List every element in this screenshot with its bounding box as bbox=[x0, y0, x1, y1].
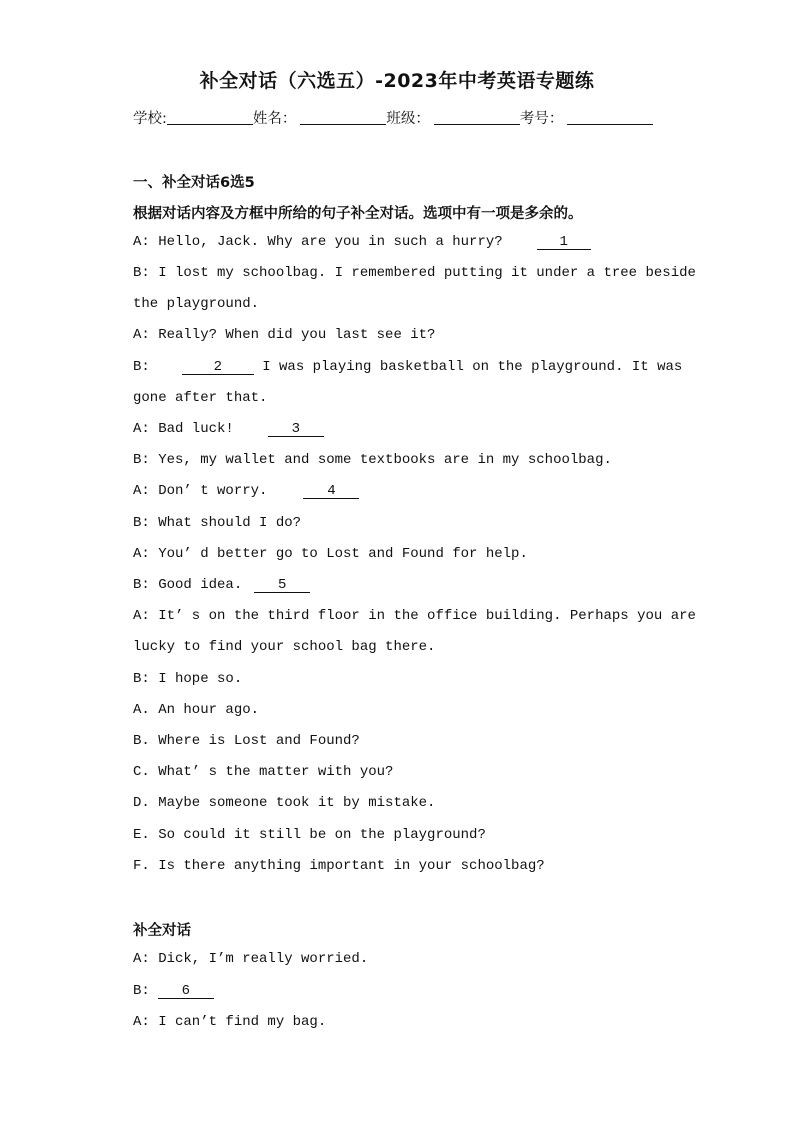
line-text: A: Bad luck! bbox=[133, 421, 234, 437]
dialogue-line bbox=[133, 951, 368, 967]
line-text: A: Hello, Jack. Why are you in such a hurry? bbox=[133, 234, 503, 250]
option-b: B. Where is Lost and Found? bbox=[133, 733, 360, 749]
dialogue-line bbox=[133, 983, 214, 999]
dialogue-line bbox=[133, 359, 682, 375]
option-d: D. Maybe someone took it by mistake. bbox=[133, 795, 436, 811]
section2-heading: 补全对话 bbox=[133, 923, 191, 939]
answer-blank-1[interactable]: 1 bbox=[537, 235, 591, 250]
answer-blank-4[interactable]: 4 bbox=[303, 484, 359, 499]
dialogue-line bbox=[133, 515, 301, 531]
line-text: B: What should I do? bbox=[133, 515, 302, 531]
name-label: 姓名： bbox=[252, 111, 297, 127]
line-text: B: I hope so. bbox=[133, 671, 243, 687]
dialogue-line bbox=[133, 265, 696, 281]
number-blank[interactable] bbox=[567, 109, 653, 125]
class-blank[interactable] bbox=[434, 109, 520, 125]
line-text: A: Really? When did you last see it? bbox=[133, 327, 436, 343]
dialogue-line bbox=[133, 452, 612, 468]
line-text: B: I lost my schoolbag. I remembered putting it under a tree beside bbox=[133, 265, 696, 281]
number-label: 考号： bbox=[519, 111, 564, 127]
dialogue-line bbox=[133, 234, 591, 250]
dialogue-line bbox=[133, 327, 435, 343]
option-a: A. An hour ago. bbox=[133, 702, 260, 718]
dialogue-line bbox=[133, 546, 528, 562]
line-text: I was playing basketball on the playground. It was bbox=[262, 359, 683, 375]
option-f: F. Is there anything important in your schoolbag? bbox=[133, 858, 545, 874]
line-text: lucky to find your school bag there. bbox=[133, 639, 436, 655]
line-text: the playground. bbox=[133, 296, 260, 312]
school-label: 学校: bbox=[133, 111, 167, 127]
answer-blank-2[interactable]: 2 bbox=[182, 360, 254, 375]
dialogue-line bbox=[133, 1014, 326, 1030]
section1-instruction: 根据对话内容及方框中所给的句子补全对话。选项中有一项是多余的。 bbox=[133, 206, 583, 222]
name-blank[interactable] bbox=[300, 109, 386, 125]
line-text: A: You’ d better go to Lost and Found for help. bbox=[133, 546, 528, 562]
line-text: A: I can’t find my bag. bbox=[133, 1014, 327, 1030]
dialogue-line bbox=[133, 639, 435, 655]
option-e: E. So could it still be on the playground? bbox=[133, 827, 486, 843]
school-blank[interactable] bbox=[167, 109, 253, 125]
line-text: B: bbox=[133, 983, 150, 999]
answer-blank-5[interactable]: 5 bbox=[254, 578, 310, 593]
dialogue-line bbox=[133, 421, 324, 437]
page-title: 补全对话（六选五）-2023年中考英语专题练 bbox=[199, 70, 595, 92]
line-text: gone after that. bbox=[133, 390, 268, 406]
dialogue-line bbox=[133, 671, 242, 687]
line-text: B: Yes, my wallet and some textbooks are in my schoolbag. bbox=[133, 452, 612, 468]
line-text: A: Dick, I’m really worried. bbox=[133, 951, 369, 967]
class-label: 班级： bbox=[386, 111, 430, 127]
dialogue-line bbox=[133, 483, 359, 499]
line-text: B: Good idea. bbox=[133, 577, 243, 593]
dialogue-line bbox=[133, 296, 259, 312]
line-text: B: bbox=[133, 359, 150, 375]
section1-heading: 一、补全对话6选5 bbox=[133, 175, 255, 191]
dialogue-line bbox=[133, 577, 310, 593]
answer-blank-6[interactable]: 6 bbox=[158, 984, 214, 999]
student-info-row bbox=[133, 107, 653, 128]
line-text: A: Don’ t worry. bbox=[133, 483, 268, 499]
dialogue-line bbox=[133, 608, 696, 624]
dialogue-line bbox=[133, 390, 267, 406]
answer-blank-3[interactable]: 3 bbox=[268, 422, 324, 437]
line-text: A: It’ s on the third floor in the office building. Perhaps you are bbox=[133, 608, 696, 624]
option-c: C. What’ s the matter with you? bbox=[133, 764, 394, 780]
